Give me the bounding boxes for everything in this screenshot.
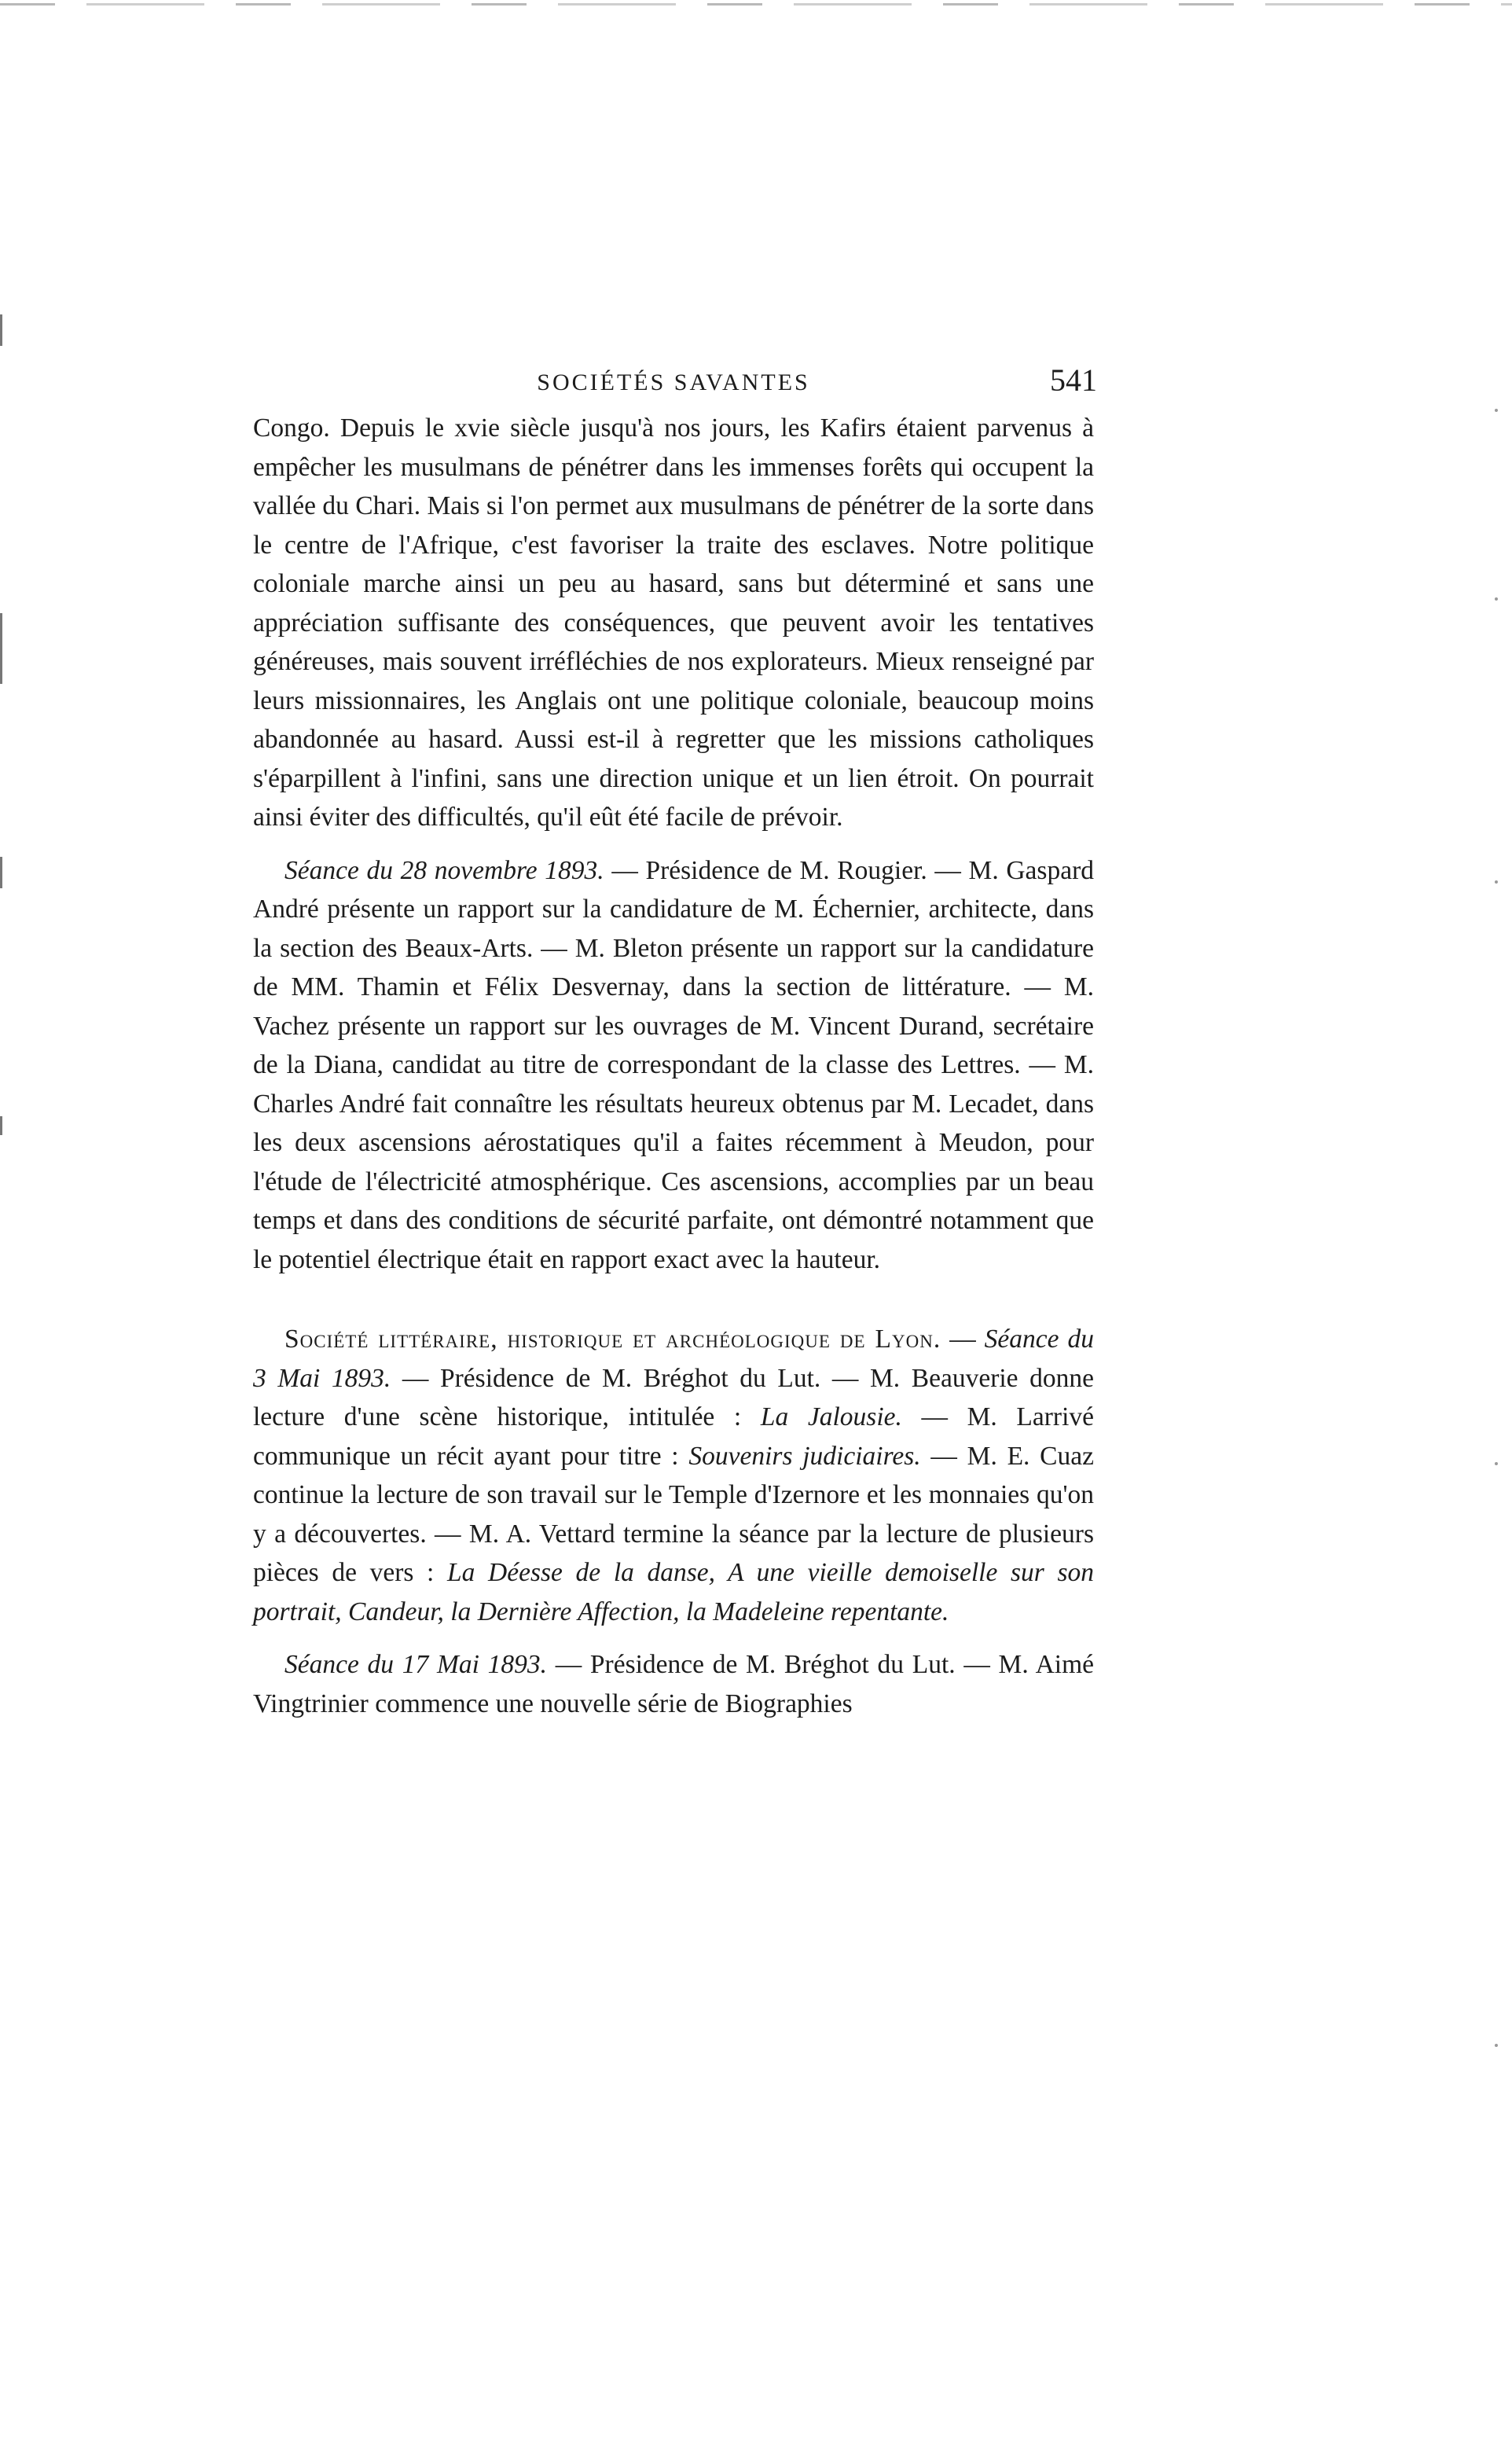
seance-date: Séance du 3 Mai 1893. xyxy=(253,1325,1095,1393)
page-number: 541 xyxy=(1050,362,1097,398)
scan-right-dot xyxy=(1495,1462,1498,1465)
paragraph-seance-17-mai xyxy=(253,1645,1094,1723)
paragraph-text: — Présidence de M. Bréghot du Lut. — M. Aimé Vingtrinier commence une nouvelle série de Biographies xyxy=(253,1650,1094,1718)
scan-right-dot xyxy=(1495,597,1498,601)
paragraph-text: — xyxy=(941,1325,985,1354)
seance-date: Séance du 28 novembre 1893. xyxy=(284,855,604,885)
scan-right-dot xyxy=(1495,2044,1498,2047)
paragraph-text: — Présidence de M. Bréghot du Lut. — M. Beauverie donne lecture d'une scène historique, intitulée : xyxy=(253,1363,1094,1431)
work-titles: La Déesse de la danse, A une vieille demoiselle sur son portrait, Candeur, la Dernière Affection, la Madeleine repentante. xyxy=(253,1558,1094,1626)
paragraph-societe-lyon xyxy=(253,1320,1094,1631)
page-header xyxy=(253,362,1097,409)
scan-top-edge xyxy=(0,3,1512,6)
scan-right-dot xyxy=(1495,880,1498,884)
paragraph-text: — M. Larrivé communique un récit ayant pour titre : xyxy=(253,1402,1094,1471)
paragraph-seance-28-novembre xyxy=(253,851,1094,1280)
work-title: Souvenirs judiciaires. xyxy=(688,1441,921,1471)
scan-left-mark xyxy=(0,314,2,346)
scan-right-dot xyxy=(1495,409,1498,412)
page-content xyxy=(253,362,1097,1723)
seance-date: Séance du 17 Mai 1893. xyxy=(284,1650,548,1679)
paragraph-text: — Présidence de M. Rougier. — M. Gaspard André présente un rapport sur la candidature de M. Échernier, architecte, dans la section des Beaux-Arts. — M. Bleton présente un rapport sur la candidature de MM. Thamin et Félix Desvernay, dans la section de littérature. — M. Vachez présente un rapport sur les ouvrages de M. Vincent Durand, secrétaire de la Diana, candidat au titre de correspondant de la classe des Lettres. — M. Charles André fait connaître les résultats heureux obtenus par M. Lecadet, dans les deux ascensions aérostatiques qu'il a faites récemment à Meudon, pour l'étude de l'électricité atmosphérique. Ces ascensions, accomplies par un beau temps et dans des conditions de sécurité parfaite, ont démontré notamment que le potentiel électrique était en rapport exact avec la hauteur. xyxy=(253,855,1094,1274)
paragraph-text: — M. E. Cuaz continue la lecture de son travail sur le Temple d'Izernore et les monnaies qu'on y a découvertes. — M. A. Vettard termine la séance par la lecture de plusieurs pièces de vers : xyxy=(253,1441,1094,1587)
running-head: SOCIÉTÉS SAVANTES xyxy=(537,369,810,395)
scan-left-mark xyxy=(0,1116,2,1135)
scan-left-mark xyxy=(0,857,2,888)
work-title: La Jalousie. xyxy=(760,1402,902,1431)
scan-left-mark xyxy=(0,613,2,684)
paragraph-congo: Congo. Depuis le xvie siècle jusqu'à nos jours, les Kafirs étaient parvenus à empêcher les musulmans de pénétrer dans les immenses forêts qui occupent la vallée du Chari. Mais si l'on permet aux musulmans de pénétrer de la sorte dans le centre de l'Afrique, c'est favoriser la traite des esclaves. Notre politique coloniale marche ainsi un peu au hasard, sans but déterminé et sans une appréciation suffisante des conséquences, que peuvent avoir les tentatives généreuses, mais souvent irréfléchies de nos explorateurs. Mieux renseigné par leurs missionnaires, les Anglais ont une politique coloniale, beaucoup moins abandonnée au hasard. Aussi est-il à regretter que les missions catholiques s'éparpillent à l'infini, sans une direction unique et un lien étroit. On pourrait ainsi éviter des difficultés, qu'il eût été facile de prévoir. xyxy=(253,413,1094,832)
society-name: Société littéraire, historique et archéologique de Lyon. xyxy=(284,1325,941,1354)
